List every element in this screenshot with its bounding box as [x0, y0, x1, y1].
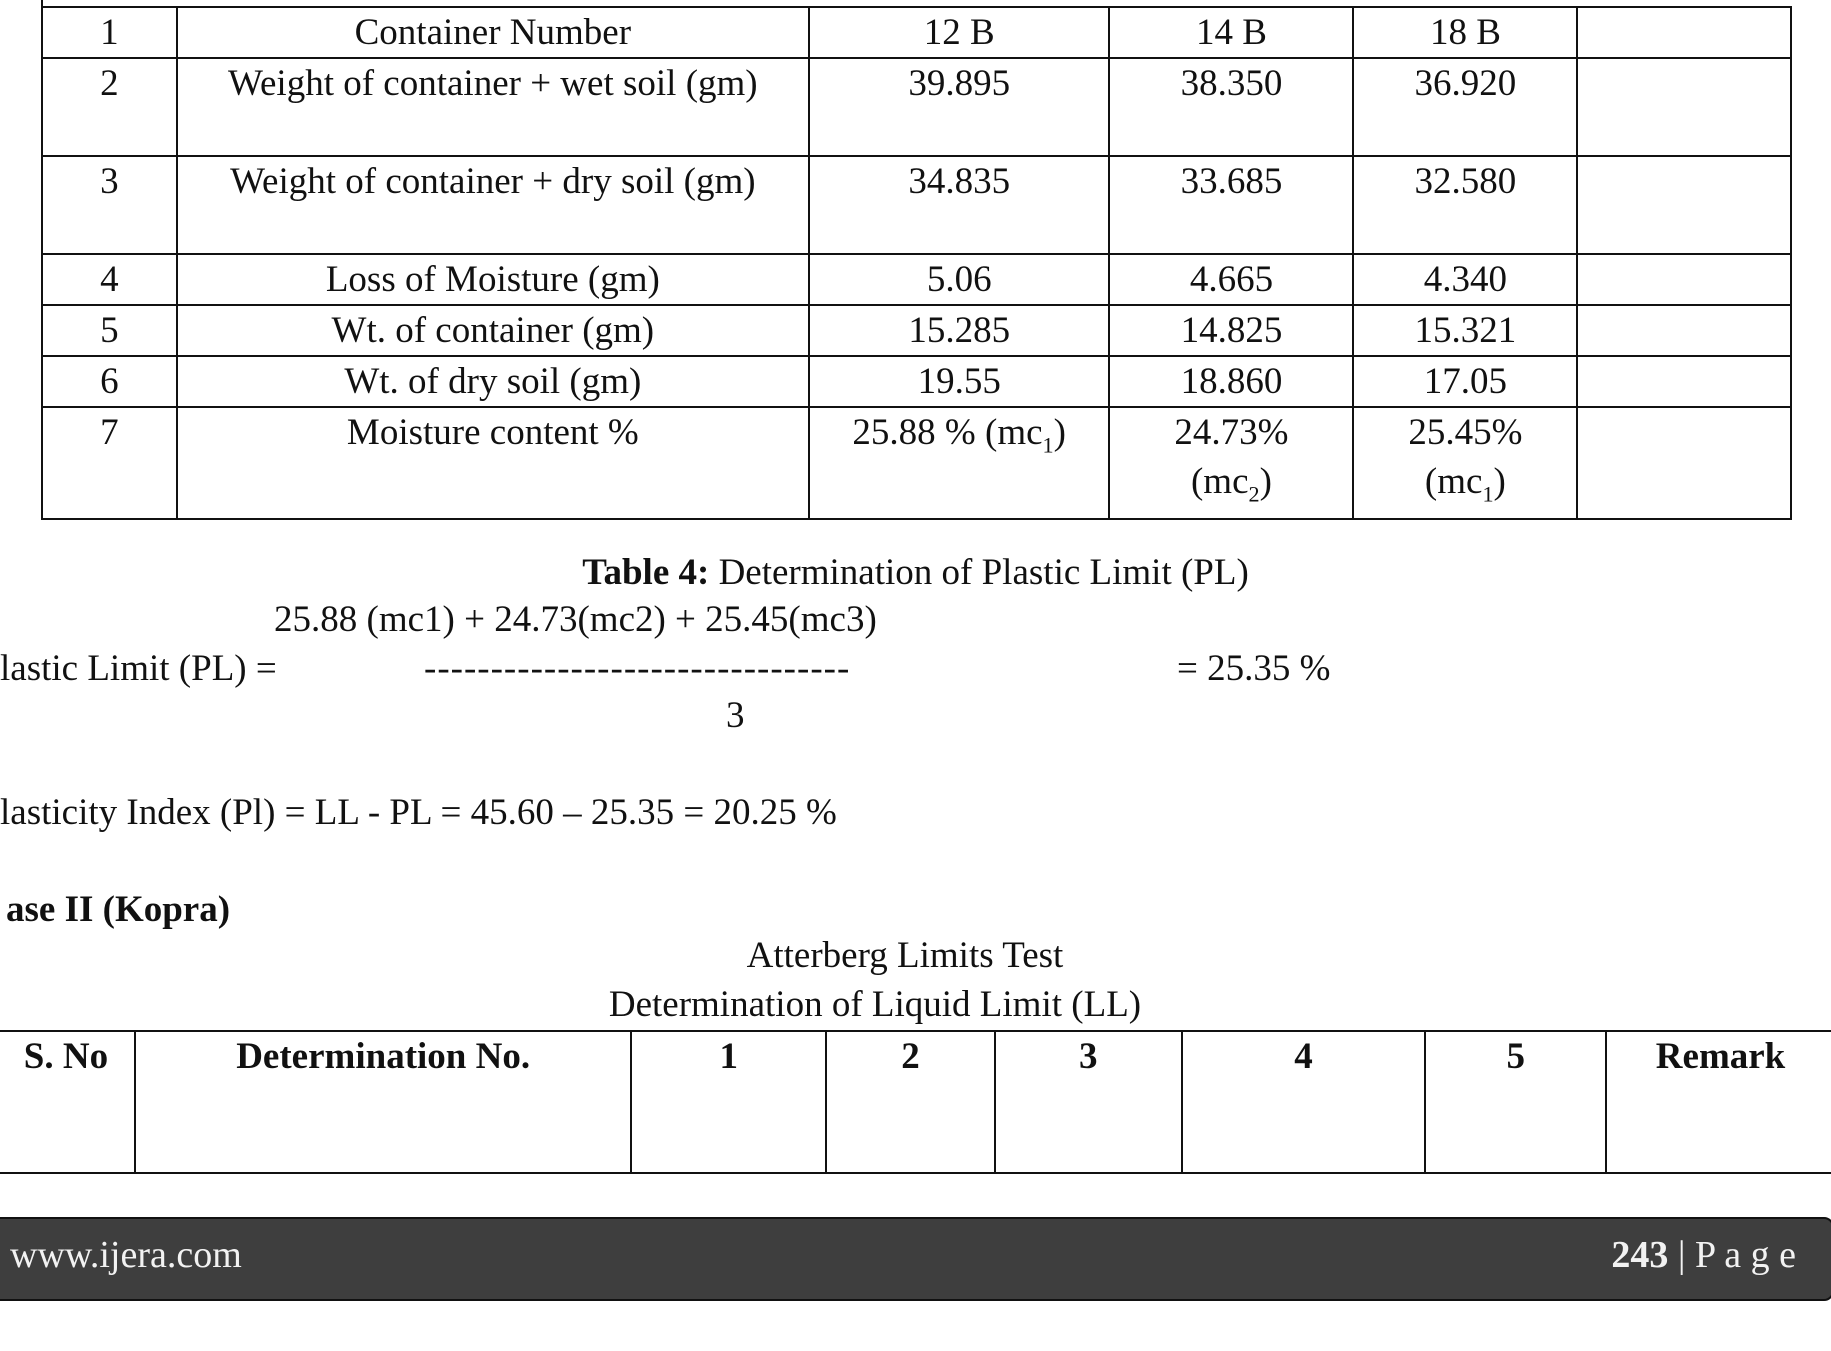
- value: 25.45% (mc: [1408, 412, 1523, 502]
- cell: 14 B: [1109, 7, 1353, 58]
- table-row: [42, 356, 1791, 407]
- value: 25.88 % (mc: [852, 412, 1043, 453]
- page-number: [1611, 1233, 1796, 1277]
- cell: [1577, 156, 1791, 254]
- table-header-row: [0, 1031, 1831, 1173]
- section-title: Atterberg Limits Test: [746, 935, 1064, 976]
- value: ): [1259, 461, 1272, 502]
- cell: [1577, 356, 1791, 407]
- cell: 36.920: [1353, 58, 1577, 156]
- footer-website: www.ijera.com: [10, 1234, 242, 1276]
- column-header: 4: [1182, 1031, 1426, 1173]
- column-header: 5: [1425, 1031, 1606, 1173]
- cell: 17.05: [1353, 356, 1577, 407]
- cell: [1577, 7, 1791, 58]
- cell: 12 B: [809, 7, 1110, 58]
- cell: 4: [42, 254, 177, 305]
- cell: Weight of container + dry soil (gm): [177, 156, 809, 254]
- column-header: 3: [995, 1031, 1182, 1173]
- cell: 3: [42, 156, 177, 254]
- cell: 38.350: [1109, 58, 1353, 156]
- page-label: | P a g e: [1668, 1234, 1796, 1276]
- cell: Loss of Moisture (gm): [177, 254, 809, 305]
- caption-label: Table 4:: [582, 552, 710, 593]
- column-header: Determination No.: [135, 1031, 632, 1173]
- cell: [1109, 407, 1353, 519]
- cell: 18 B: [1353, 7, 1577, 58]
- cell: 32.580: [1353, 156, 1577, 254]
- cell: Wt. of container (gm): [177, 305, 809, 356]
- page-footer: [0, 1217, 1831, 1301]
- cell: 5.06: [809, 254, 1110, 305]
- cell: 18.860: [1109, 356, 1353, 407]
- cell: 15.321: [1353, 305, 1577, 356]
- cell: Wt. of dry soil (gm): [177, 356, 809, 407]
- column-header: S. No: [0, 1031, 135, 1173]
- cell: 1: [42, 7, 177, 58]
- caption-text: Determination of Plastic Limit (PL): [709, 552, 1249, 593]
- cell: [1577, 407, 1791, 519]
- cell: [809, 407, 1110, 519]
- moisture-content-table: [41, 6, 1792, 520]
- fraction-line: --------------------------------: [424, 648, 851, 689]
- formula-denominator: 3: [726, 695, 745, 736]
- cell: Moisture content %: [177, 407, 809, 519]
- plasticity-index-line: lasticity Index (Pl) = LL - PL = 45.60 – 25.35 = 20.25 %: [0, 792, 837, 833]
- cell: 6: [42, 356, 177, 407]
- table-row: [42, 156, 1791, 254]
- cell: Container Number: [177, 7, 809, 58]
- cell: [1577, 58, 1791, 156]
- cell: 15.285: [809, 305, 1110, 356]
- value: ): [1053, 412, 1066, 453]
- cell: 14.825: [1109, 305, 1353, 356]
- table-caption: [0, 548, 1831, 597]
- cell: 33.685: [1109, 156, 1353, 254]
- table-row: [42, 305, 1791, 356]
- liquid-limit-table: [0, 1030, 1831, 1174]
- column-header: 2: [826, 1031, 995, 1173]
- cell: [1577, 254, 1791, 305]
- cell: [1353, 407, 1577, 519]
- value: ): [1493, 461, 1506, 502]
- value: 24.73% (mc: [1174, 412, 1289, 502]
- cell: 2: [42, 58, 177, 156]
- page-number-value: 243: [1611, 1234, 1669, 1276]
- table-row: [42, 58, 1791, 156]
- cell: 34.835: [809, 156, 1110, 254]
- subscript: 1: [1482, 481, 1494, 507]
- section-subtitle: Determination of Liquid Limit (LL): [608, 984, 1142, 1025]
- table-row: [42, 254, 1791, 305]
- cell: 7: [42, 407, 177, 519]
- cell: 4.665: [1109, 254, 1353, 305]
- cell: 4.340: [1353, 254, 1577, 305]
- cell: 19.55: [809, 356, 1110, 407]
- cell: 5: [42, 305, 177, 356]
- formula-numerator: 25.88 (mc1) + 24.73(mc2) + 25.45(mc3): [274, 599, 877, 640]
- formula-lhs: lastic Limit (PL) =: [0, 648, 277, 689]
- subscript: 2: [1248, 481, 1260, 507]
- cell: [1577, 305, 1791, 356]
- cell: Weight of container + wet soil (gm): [177, 58, 809, 156]
- subscript: 1: [1042, 432, 1054, 458]
- table-row: [42, 407, 1791, 519]
- column-header: 1: [631, 1031, 826, 1173]
- section-heading: ase II (Kopra): [6, 889, 231, 930]
- table-row: [42, 7, 1791, 58]
- formula-result: = 25.35 %: [1177, 648, 1331, 689]
- column-header: Remark: [1606, 1031, 1831, 1173]
- cell: 39.895: [809, 58, 1110, 156]
